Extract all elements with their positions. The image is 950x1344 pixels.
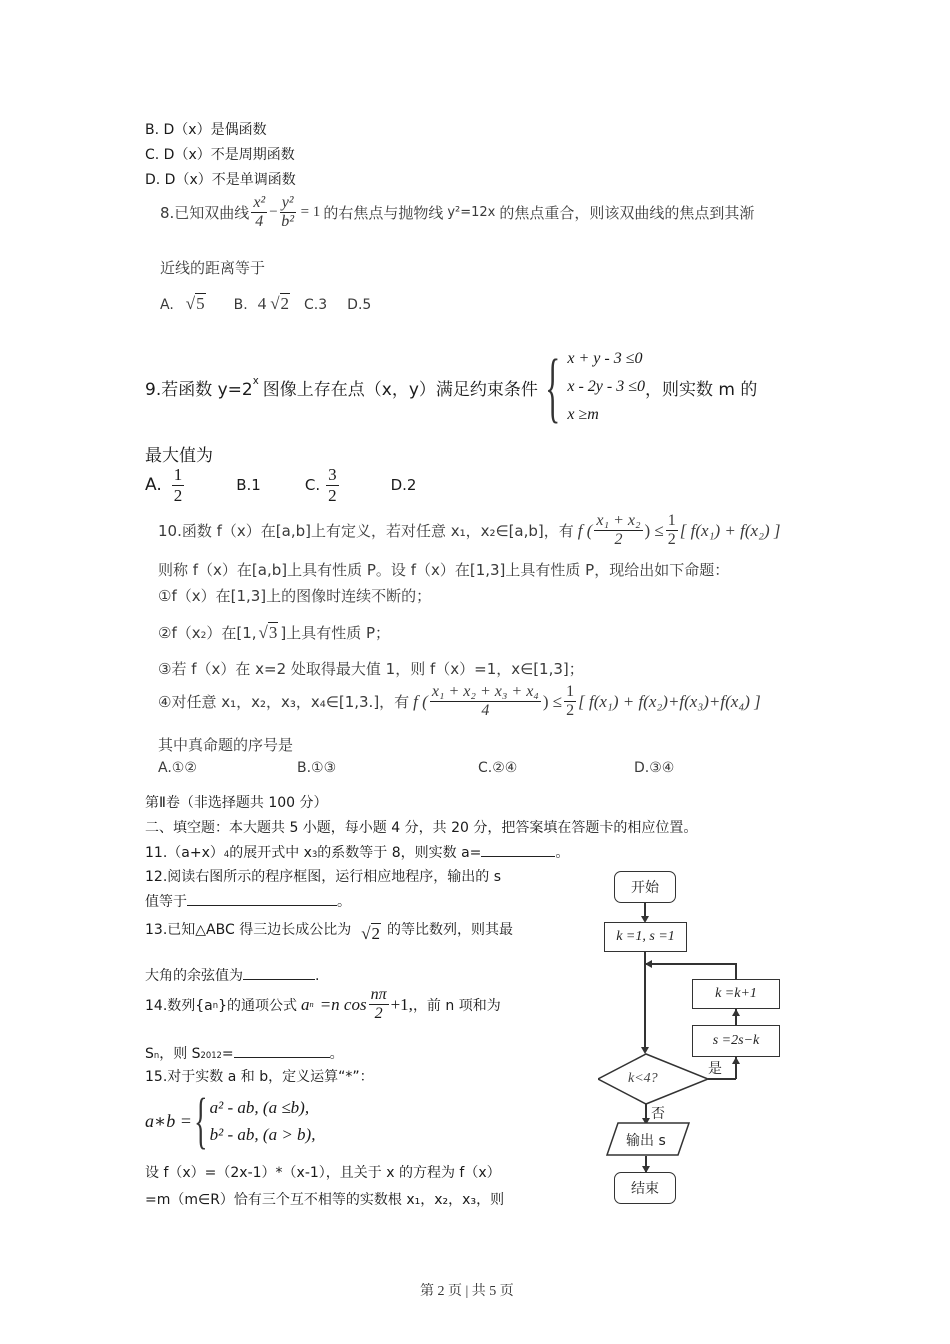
flowchart-init: k =1, s =1 <box>604 922 687 952</box>
q7-option-b: B. D（x）是偶函数 <box>145 122 267 138</box>
page-footer: 第 2 页 | 共 5 页 <box>420 1284 514 1299</box>
q7-option-c: C. D（x）不是周期函数 <box>145 147 295 163</box>
q8-prefix: 8.已知双曲线 <box>160 204 250 223</box>
q8-options: A. √5 B. 4 √2 C.3 D.5 <box>160 294 372 313</box>
q8-question: 8.已知双曲线 $\frac{\text{x²}}{4}$ − $\frac{\text{y²}}{\text{b²}}$ = 1 的右焦点与抛物线 y²=12x 的焦点重合，则该双曲线的焦点到其渐 <box>160 194 755 231</box>
q11-answer-blank[interactable] <box>481 842 555 857</box>
left-brace: { <box>545 343 561 430</box>
flowchart-update-k: k =k+1 <box>692 979 780 1009</box>
q8-option-a-sqrt: √5 <box>185 294 205 313</box>
q10-proposition-1: ①f（x）在[1,3]上的图像时连续不断的； <box>158 587 432 605</box>
q15-line4: =m（m∈R）恰有三个互不相等的实数根 x₁，x₂，x₃，则 <box>145 1192 505 1208</box>
arrow-up-icon <box>732 1057 740 1064</box>
section-fill-in-blank: 二、填空题：本大题共 5 小题，每小题 4 分，共 20 分，把答案填在答题卡的相应位置。 <box>145 820 698 836</box>
q10-line1: 10.函数 f（x）在[a,b]上有定义，若对任意 x₁，x₂∈[a,b]，有 f ( $\frac{\text{x₁ + x₂}}{2}$ ) ≤ $\frac{1}{2}$ [ f(x₁) + f(x₂) ] <box>158 512 781 549</box>
q13-answer-blank[interactable] <box>243 965 315 980</box>
q9-line2: 最大值为 <box>145 446 213 466</box>
q8-line2: 近线的距离等于 <box>160 259 266 277</box>
q9-question: 9.若函数 y=2 x 图像上存在点（x，y）满足约束条件 { x + y - 3 ≤0 x - 2y - 3 ≤0 x ≥m ，则实数 m 的 <box>145 343 758 430</box>
q10-option-d: D.③④ <box>634 760 675 776</box>
q14-fraction: $\frac{n\pi}{2}$ <box>370 986 387 1023</box>
q10-fraction: $\frac{\text{x₁ + x₂}}{2}$ <box>596 512 641 549</box>
q10-half: $\frac{1}{2}$ <box>667 512 676 549</box>
q10-option-c: C.②④ <box>478 760 518 776</box>
q13-line2: 大角的余弦值为 . <box>145 965 319 985</box>
q8-option-b-sqrt: √2 <box>270 294 290 313</box>
q8-fraction-y: $\frac{\text{y²}}{\text{b²}}$ <box>281 194 295 231</box>
flowchart-end: 结束 <box>614 1172 676 1204</box>
flowchart-start: 开始 <box>614 871 676 903</box>
q10-p4-fraction: $\frac{\text{x₁ + x₂ + x₃ + x₄}}{4}$ <box>431 683 539 720</box>
q10-proposition-3: ③若 f（x）在 x=2 处取得最大值 1，则 f（x）=1，x∈[1,3]； <box>158 660 584 678</box>
q12-line1: 12.阅读右图所示的程序框图，运行相应地程序，输出的 s <box>145 869 502 885</box>
q14-answer-blank[interactable] <box>234 1043 330 1058</box>
q11: 11.（a+x） 4 的展开式中 x 3 的系数等于 8，则实数 a= 。 <box>145 842 569 862</box>
q9-option-c-frac: $\frac{3}{2}$ <box>328 465 337 505</box>
q10-proposition-4: ④对任意 x₁，x₂，x₃，x₄∈[1,3.]，有 f ( $\frac{\text{x₁ + x₂ + x₃ + x₄}}{4}$ ) ≤ $\frac{1}{2}$ [ f(x₁) + f(x₂)+f(x₃)+f(x₄) ] <box>158 683 761 720</box>
q10-question: 其中真命题的序号是 <box>158 736 294 754</box>
arrow-up-icon <box>732 1009 740 1016</box>
q15-line3: 设 f（x）=（2x-1）*（x-1），且关于 x 的方程为 f（x） <box>145 1165 501 1181</box>
q9-option-a-frac: $\frac{1}{2}$ <box>173 465 183 505</box>
part2-title: 第Ⅱ卷（非选择题共 100 分） <box>145 795 328 811</box>
q14-line1: 14.数列{a n }的通项公式 a n =n cos $\frac{n\pi}{2}$ +1, ，前 n 项和为 <box>145 986 501 1023</box>
q7-option-d: D. D（x）不是单调函数 <box>145 172 296 188</box>
q13-line1: 13.已知△ABC 得三边长成公比为 √2 的等比数列，则其最 <box>145 922 514 943</box>
q10-option-a: A.①② <box>158 760 197 776</box>
q9-constraints: x + y - 3 ≤0 x - 2y - 3 ≤0 x ≥m <box>567 350 645 423</box>
q10-proposition-2: ②f（x 2 ）在[1, √3 ]上具有性质 P； <box>158 623 391 642</box>
q8-fraction-x: $\frac{\text{x²}}{4}$ <box>253 194 266 231</box>
q9-options: A. $\frac{1}{2}$ B.1 C. $\frac{3}{2}$ D.2 <box>145 465 417 505</box>
left-brace: { <box>194 1087 208 1155</box>
flowchart-output: 输出 s <box>626 1133 666 1149</box>
q10-option-b: B.①③ <box>297 760 337 776</box>
q10-line2: 则称 f（x）在[a,b]上具有性质 P。设 f（x）在[1,3]上具有性质 P，现给出如下命题： <box>158 561 730 579</box>
flowchart-update-s: s =2s−k <box>692 1025 780 1057</box>
arrow-left-icon <box>645 960 652 968</box>
q14-line2: S n ，则 S 2012 = 。 <box>145 1043 344 1063</box>
flowchart-condition: k<4? <box>628 1071 658 1086</box>
q15-definition: a∗b = { a² - ab, (a ≤b), b² - ab, (a > b), <box>145 1087 316 1155</box>
flowchart-yes-label: 是 <box>708 1061 722 1077</box>
q15-cases: a² - ab, (a ≤b), b² - ab, (a > b), <box>209 1097 316 1144</box>
flowchart-no-label: 否 <box>651 1106 665 1122</box>
q12-answer-blank[interactable] <box>187 891 337 906</box>
q15-line1: 15.对于实数 a 和 b，定义运算“*”： <box>145 1069 374 1085</box>
q12-line2: 值等于 。 <box>145 891 351 911</box>
